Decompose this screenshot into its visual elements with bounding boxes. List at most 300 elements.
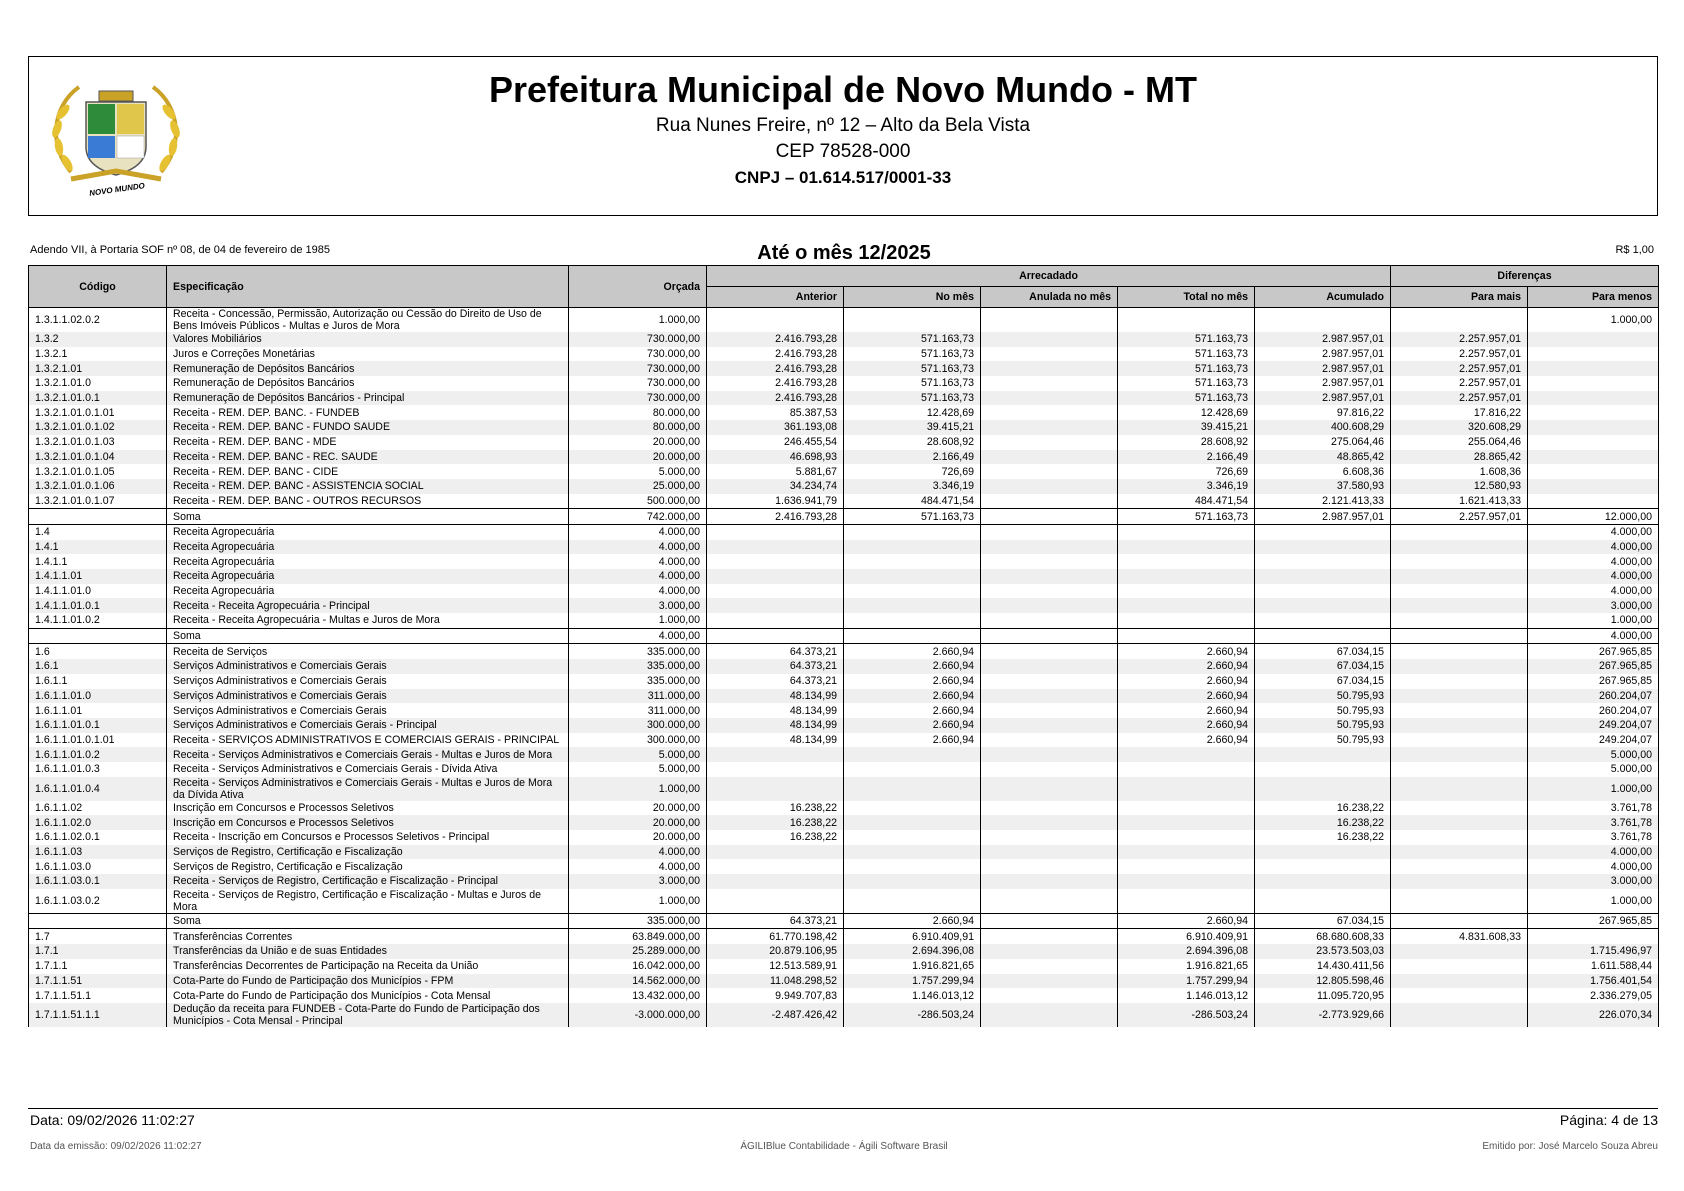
cell-total: 2.166,49 <box>1118 450 1255 465</box>
cell-codigo: 1.6.1 <box>29 659 167 674</box>
cell-codigo: 1.7.1.1.51.1.1 <box>29 1003 167 1027</box>
cell-total <box>1118 524 1255 539</box>
cell-orcada: 20.000,00 <box>569 830 707 845</box>
sum-row <box>29 913 1659 929</box>
cell-anulada <box>981 959 1118 974</box>
emission-bar <box>30 1141 1658 1152</box>
cell-anterior: 2.416.793,28 <box>707 391 844 406</box>
cell-orcada: 1.000,00 <box>569 308 707 333</box>
cell-total: 2.660,94 <box>1118 674 1255 689</box>
cell-para-mais <box>1391 584 1528 599</box>
table-row <box>29 613 1659 628</box>
cell-codigo: 1.4 <box>29 524 167 539</box>
cell-especificacao: Receita - Concessão, Permissão, Autorização ou Cessão do Direito de Uso de Bens Imóveis Públicos - Multas e Juros de Mora <box>167 308 569 333</box>
cell-orcada: 4.000,00 <box>569 584 707 599</box>
cell-para-menos <box>1528 405 1659 420</box>
cell-no-mes: 3.346,19 <box>844 479 981 494</box>
cell-codigo: 1.4.1.1.01.0 <box>29 584 167 599</box>
cell-codigo: 1.3.2.1 <box>29 347 167 362</box>
table-row <box>29 959 1659 974</box>
cell-anterior: 48.134,99 <box>707 733 844 748</box>
cell-para-mais <box>1391 845 1528 860</box>
cell-orcada: 1.000,00 <box>569 777 707 801</box>
cell-especificacao: Receita - Inscrição em Concursos e Processos Seletivos - Principal <box>167 830 569 845</box>
cell-para-menos <box>1528 494 1659 509</box>
cell-acumulado: 67.034,15 <box>1255 644 1391 659</box>
cell-acumulado <box>1255 874 1391 889</box>
cell-para-menos: 267.965,85 <box>1528 913 1659 929</box>
cell-acumulado <box>1255 889 1391 914</box>
cell-para-menos <box>1528 332 1659 347</box>
sum-row <box>29 509 1659 525</box>
table-row <box>29 1003 1659 1027</box>
cell-anulada <box>981 674 1118 689</box>
table-row <box>29 479 1659 494</box>
table-row <box>29 569 1659 584</box>
cell-orcada: 4.000,00 <box>569 540 707 555</box>
cell-acumulado: -2.773.929,66 <box>1255 1003 1391 1027</box>
cell-total <box>1118 598 1255 613</box>
cell-especificacao: Serviços Administrativos e Comerciais Gerais <box>167 689 569 704</box>
cell-para-mais <box>1391 944 1528 959</box>
table-row <box>29 598 1659 613</box>
cell-codigo: 1.4.1.1.01.0.2 <box>29 613 167 628</box>
cell-anterior <box>707 747 844 762</box>
cell-anterior <box>707 889 844 914</box>
cell-acumulado: 50.795,93 <box>1255 733 1391 748</box>
table-row <box>29 974 1659 989</box>
cell-anterior <box>707 308 844 333</box>
cell-anterior <box>707 554 844 569</box>
cell-acumulado: 23.573.503,03 <box>1255 944 1391 959</box>
cell-para-mais <box>1391 777 1528 801</box>
cell-no-mes: 2.660,94 <box>844 733 981 748</box>
cell-codigo: 1.6.1.1.03 <box>29 845 167 860</box>
table-row <box>29 347 1659 362</box>
table-row <box>29 889 1659 914</box>
cell-total: 2.660,94 <box>1118 689 1255 704</box>
cell-para-menos: 5.000,00 <box>1528 747 1659 762</box>
table-row <box>29 391 1659 406</box>
cell-anterior: 1.636.941,79 <box>707 494 844 509</box>
cell-especificacao: Transferências Decorrentes de Participação na Receita da União <box>167 959 569 974</box>
cell-anulada <box>981 929 1118 944</box>
cell-para-menos: 3.000,00 <box>1528 874 1659 889</box>
cell-no-mes: 571.163,73 <box>844 347 981 362</box>
cell-especificacao: Receita Agropecuária <box>167 584 569 599</box>
cell-para-menos: 249.204,07 <box>1528 718 1659 733</box>
cell-anulada <box>981 689 1118 704</box>
cell-codigo: 1.6 <box>29 644 167 659</box>
cell-anulada <box>981 718 1118 733</box>
cell-codigo: 1.6.1.1.01 <box>29 703 167 718</box>
cell-total <box>1118 584 1255 599</box>
cell-codigo: 1.3.2.1.01.0.1.03 <box>29 435 167 450</box>
cell-codigo: 1.6.1.1.01.0.3 <box>29 762 167 777</box>
cell-para-mais <box>1391 703 1528 718</box>
cell-anterior: 5.881,67 <box>707 464 844 479</box>
cell-acumulado: 97.816,22 <box>1255 405 1391 420</box>
cell-anterior: 2.416.793,28 <box>707 509 844 525</box>
cell-no-mes <box>844 613 981 628</box>
cell-para-mais <box>1391 524 1528 539</box>
cell-especificacao: Serviços Administrativos e Comerciais Gerais - Principal <box>167 718 569 733</box>
cell-para-menos: 226.070,34 <box>1528 1003 1659 1027</box>
cell-anulada <box>981 598 1118 613</box>
cell-acumulado <box>1255 540 1391 555</box>
table-row <box>29 815 1659 830</box>
cell-especificacao: Remuneração de Depósitos Bancários - Principal <box>167 391 569 406</box>
table-row <box>29 308 1659 333</box>
header-especificacao: Especificação <box>167 266 569 308</box>
cell-total: 2.660,94 <box>1118 659 1255 674</box>
cell-codigo: 1.3.2.1.01.0.1.05 <box>29 464 167 479</box>
table-row <box>29 845 1659 860</box>
cell-para-mais: 2.257.957,01 <box>1391 361 1528 376</box>
cell-total: 2.660,94 <box>1118 644 1255 659</box>
cell-para-menos: 267.965,85 <box>1528 659 1659 674</box>
cell-orcada: 63.849.000,00 <box>569 929 707 944</box>
cell-total <box>1118 540 1255 555</box>
cell-no-mes: 1.757.299,94 <box>844 974 981 989</box>
cell-para-menos: 260.204,07 <box>1528 703 1659 718</box>
cell-codigo: 1.7.1.1 <box>29 959 167 974</box>
cell-orcada: 311.000,00 <box>569 703 707 718</box>
cell-orcada: 20.000,00 <box>569 435 707 450</box>
cell-no-mes: 2.166,49 <box>844 450 981 465</box>
cell-anulada <box>981 703 1118 718</box>
cell-anterior: 16.238,22 <box>707 815 844 830</box>
table-row <box>29 762 1659 777</box>
cell-especificacao: Serviços de Registro, Certificação e Fiscalização <box>167 859 569 874</box>
cell-especificacao: Receita - REM. DEP. BANC - ASSISTENCIA SOCIAL <box>167 479 569 494</box>
cell-codigo: 1.6.1.1.02.0 <box>29 815 167 830</box>
cell-para-mais <box>1391 718 1528 733</box>
report-header <box>28 56 1658 216</box>
emission-date: Data da emissão: 09/02/2026 11:02:27 <box>30 1141 202 1152</box>
cell-total: 571.163,73 <box>1118 361 1255 376</box>
cell-anulada <box>981 435 1118 450</box>
cell-especificacao: Cota-Parte do Fundo de Participação dos Municípios - FPM <box>167 974 569 989</box>
cell-anulada <box>981 913 1118 929</box>
cell-orcada: 300.000,00 <box>569 733 707 748</box>
cell-para-menos: 4.000,00 <box>1528 628 1659 644</box>
cell-especificacao: Serviços Administrativos e Comerciais Gerais <box>167 659 569 674</box>
cell-anulada <box>981 405 1118 420</box>
cell-especificacao: Serviços Administrativos e Comerciais Gerais <box>167 674 569 689</box>
report-subheader <box>30 240 1658 266</box>
cell-acumulado: 400.608,29 <box>1255 420 1391 435</box>
cell-orcada: 16.042.000,00 <box>569 959 707 974</box>
header-anterior: Anterior <box>707 287 844 308</box>
cell-anterior: 34.234,74 <box>707 479 844 494</box>
cell-para-menos: 2.336.279,05 <box>1528 988 1659 1003</box>
cell-anulada <box>981 361 1118 376</box>
cell-anterior: 16.238,22 <box>707 830 844 845</box>
cell-para-menos <box>1528 464 1659 479</box>
cell-total: 1.916.821,65 <box>1118 959 1255 974</box>
cell-para-mais <box>1391 540 1528 555</box>
cell-codigo: 1.4.1.1 <box>29 554 167 569</box>
cell-anulada <box>981 464 1118 479</box>
cell-codigo: 1.3.2.1.01.0.1.04 <box>29 450 167 465</box>
cell-para-mais: 28.865,42 <box>1391 450 1528 465</box>
cell-para-mais: 2.257.957,01 <box>1391 376 1528 391</box>
cell-total: 2.660,94 <box>1118 703 1255 718</box>
cell-total <box>1118 859 1255 874</box>
header-para-menos: Para menos <box>1528 287 1659 308</box>
cell-para-menos: 267.965,85 <box>1528 674 1659 689</box>
cell-para-mais: 255.064,46 <box>1391 435 1528 450</box>
cell-especificacao: Receita de Serviços <box>167 644 569 659</box>
table-row <box>29 435 1659 450</box>
cell-especificacao: Receita - Serviços Administrativos e Comerciais Gerais - Multas e Juros de Mora da Dívida Ativa <box>167 777 569 801</box>
cell-para-mais <box>1391 959 1528 974</box>
cell-no-mes: 484.471,54 <box>844 494 981 509</box>
cell-no-mes: -286.503,24 <box>844 1003 981 1027</box>
cell-anterior: 12.513.589,91 <box>707 959 844 974</box>
cell-codigo: 1.6.1.1 <box>29 674 167 689</box>
cell-total: 28.608,92 <box>1118 435 1255 450</box>
cell-anulada <box>981 830 1118 845</box>
header-diferencas: Diferenças <box>1391 266 1659 287</box>
cell-anterior: 246.455,54 <box>707 435 844 450</box>
cell-no-mes <box>844 859 981 874</box>
footer-date: Data: 09/02/2026 11:02:27 <box>30 1112 195 1128</box>
cell-anterior: 46.698,93 <box>707 450 844 465</box>
cell-especificacao: Soma <box>167 509 569 525</box>
cell-no-mes: 2.660,94 <box>844 718 981 733</box>
cell-para-mais <box>1391 762 1528 777</box>
cell-acumulado <box>1255 569 1391 584</box>
cell-acumulado: 6.608,36 <box>1255 464 1391 479</box>
cell-orcada: -3.000.000,00 <box>569 1003 707 1027</box>
table-row <box>29 584 1659 599</box>
address: Rua Nunes Freire, nº 12 – Alto da Bela Vista <box>655 115 1031 136</box>
cell-para-mais <box>1391 613 1528 628</box>
cell-codigo: 1.7 <box>29 929 167 944</box>
cell-no-mes: 1.916.821,65 <box>844 959 981 974</box>
cell-codigo: 1.3.2.1.01.0.1.02 <box>29 420 167 435</box>
cell-especificacao: Soma <box>167 628 569 644</box>
cell-anterior: 2.416.793,28 <box>707 347 844 362</box>
cell-anulada <box>981 347 1118 362</box>
cell-anulada <box>981 988 1118 1003</box>
cell-no-mes <box>844 874 981 889</box>
cell-anulada <box>981 479 1118 494</box>
cell-no-mes: 2.660,94 <box>844 689 981 704</box>
cell-no-mes: 571.163,73 <box>844 376 981 391</box>
cell-acumulado: 50.795,93 <box>1255 689 1391 704</box>
cell-especificacao: Inscrição em Concursos e Processos Seletivos <box>167 801 569 816</box>
cell-orcada: 20.000,00 <box>569 801 707 816</box>
table-row <box>29 361 1659 376</box>
cell-para-mais <box>1391 747 1528 762</box>
cell-no-mes: 28.608,92 <box>844 435 981 450</box>
report-title: Prefeitura Municipal de Novo Mundo - MT <box>488 69 1197 110</box>
cell-acumulado: 275.064,46 <box>1255 435 1391 450</box>
cell-anulada <box>981 376 1118 391</box>
cell-anterior <box>707 762 844 777</box>
cell-especificacao: Soma <box>167 913 569 929</box>
issuer: Emitido por: José Marcelo Souza Abreu <box>1482 1141 1658 1152</box>
cell-orcada: 300.000,00 <box>569 718 707 733</box>
cell-para-menos <box>1528 361 1659 376</box>
header-codigo: Código <box>29 266 167 308</box>
cell-orcada: 13.432.000,00 <box>569 988 707 1003</box>
cell-para-menos: 3.761,78 <box>1528 815 1659 830</box>
cell-codigo: 1.6.1.1.01.0 <box>29 689 167 704</box>
cell-anterior: 48.134,99 <box>707 718 844 733</box>
cell-total: 571.163,73 <box>1118 347 1255 362</box>
cell-para-menos: 12.000,00 <box>1528 509 1659 525</box>
cell-especificacao: Inscrição em Concursos e Processos Seletivos <box>167 815 569 830</box>
cell-especificacao: Receita - Receita Agropecuária - Principal <box>167 598 569 613</box>
cell-acumulado: 67.034,15 <box>1255 674 1391 689</box>
cell-no-mes: 2.660,94 <box>844 703 981 718</box>
cell-orcada: 1.000,00 <box>569 889 707 914</box>
cell-para-mais <box>1391 830 1528 845</box>
cell-acumulado: 50.795,93 <box>1255 718 1391 733</box>
cell-no-mes: 571.163,73 <box>844 509 981 525</box>
table-row <box>29 659 1659 674</box>
cell-especificacao: Receita - Serviços Administrativos e Comerciais Gerais - Dívida Ativa <box>167 762 569 777</box>
cell-codigo: 1.3.1.1.02.0.2 <box>29 308 167 333</box>
cell-para-menos <box>1528 376 1659 391</box>
cell-para-menos: 1.000,00 <box>1528 308 1659 333</box>
cell-codigo: 1.4.1.1.01 <box>29 569 167 584</box>
cell-no-mes <box>844 889 981 914</box>
cell-para-mais <box>1391 569 1528 584</box>
cell-para-menos: 4.000,00 <box>1528 584 1659 599</box>
cell-no-mes: 726,69 <box>844 464 981 479</box>
cell-codigo: 1.3.2 <box>29 332 167 347</box>
cell-codigo <box>29 913 167 929</box>
cell-no-mes <box>844 584 981 599</box>
cell-acumulado <box>1255 613 1391 628</box>
cell-para-mais <box>1391 598 1528 613</box>
cell-no-mes: 12.428,69 <box>844 405 981 420</box>
cell-no-mes: 571.163,73 <box>844 361 981 376</box>
cell-anterior: 64.373,21 <box>707 913 844 929</box>
cell-especificacao: Receita Agropecuária <box>167 554 569 569</box>
cell-anulada <box>981 733 1118 748</box>
cell-codigo: 1.7.1.1.51 <box>29 974 167 989</box>
cell-acumulado: 2.987.957,01 <box>1255 376 1391 391</box>
cell-total <box>1118 308 1255 333</box>
cell-anterior: 9.949.707,83 <box>707 988 844 1003</box>
cell-orcada: 4.000,00 <box>569 554 707 569</box>
cell-anulada <box>981 815 1118 830</box>
cell-anulada <box>981 554 1118 569</box>
cell-total: 1.146.013,12 <box>1118 988 1255 1003</box>
cell-para-menos: 1.611.588,44 <box>1528 959 1659 974</box>
table-row <box>29 540 1659 555</box>
cell-orcada: 4.000,00 <box>569 845 707 860</box>
cell-codigo: 1.4.1.1.01.0.1 <box>29 598 167 613</box>
cell-acumulado <box>1255 628 1391 644</box>
cell-para-mais <box>1391 801 1528 816</box>
cnpj: CNPJ – 01.614.517/0001-33 <box>734 168 952 187</box>
cell-codigo: 1.3.2.1.01.0.1.01 <box>29 405 167 420</box>
cell-especificacao: Transferências da União e de suas Entidades <box>167 944 569 959</box>
cell-para-menos: 3.761,78 <box>1528 801 1659 816</box>
cell-no-mes <box>844 830 981 845</box>
cell-no-mes: 6.910.409,91 <box>844 929 981 944</box>
cell-anulada <box>981 859 1118 874</box>
cell-anterior: 2.416.793,28 <box>707 332 844 347</box>
cell-para-mais: 17.816,22 <box>1391 405 1528 420</box>
cell-total: 2.694.396,08 <box>1118 944 1255 959</box>
cell-orcada: 14.562.000,00 <box>569 974 707 989</box>
cell-total: 39.415,21 <box>1118 420 1255 435</box>
cell-acumulado: 16.238,22 <box>1255 815 1391 830</box>
cell-no-mes: 39.415,21 <box>844 420 981 435</box>
cell-acumulado <box>1255 747 1391 762</box>
cell-codigo: 1.4.1 <box>29 540 167 555</box>
cell-orcada: 335.000,00 <box>569 913 707 929</box>
cell-total <box>1118 889 1255 914</box>
cell-anterior <box>707 777 844 801</box>
table-row <box>29 929 1659 944</box>
cell-anulada <box>981 509 1118 525</box>
cell-anulada <box>981 524 1118 539</box>
table-row <box>29 644 1659 659</box>
cell-acumulado <box>1255 308 1391 333</box>
cell-anulada <box>981 762 1118 777</box>
cell-anterior <box>707 859 844 874</box>
software-credit: ÁGILIBlue Contabilidade - Ágili Software Brasil <box>740 1141 948 1152</box>
cell-anterior: 11.048.298,52 <box>707 974 844 989</box>
header-total: Total no mês <box>1118 287 1255 308</box>
cell-acumulado <box>1255 524 1391 539</box>
cell-para-menos: 4.000,00 <box>1528 569 1659 584</box>
cell-especificacao: Valores Mobiliários <box>167 332 569 347</box>
cell-total <box>1118 613 1255 628</box>
cell-acumulado <box>1255 762 1391 777</box>
cell-acumulado: 67.034,15 <box>1255 913 1391 929</box>
cell-total: 3.346,19 <box>1118 479 1255 494</box>
cell-orcada: 730.000,00 <box>569 376 707 391</box>
cell-anterior: 2.416.793,28 <box>707 376 844 391</box>
cell-para-menos: 4.000,00 <box>1528 524 1659 539</box>
cell-anterior: -2.487.426,42 <box>707 1003 844 1027</box>
cell-especificacao: Receita - Serviços Administrativos e Comerciais Gerais - Multas e Juros de Mora <box>167 747 569 762</box>
header-arrecadado: Arrecadado <box>707 266 1391 287</box>
cell-anulada <box>981 659 1118 674</box>
cell-para-mais <box>1391 874 1528 889</box>
cell-para-menos: 1.715.496,97 <box>1528 944 1659 959</box>
cell-anulada <box>981 889 1118 914</box>
page-number: Página: 4 de 13 <box>1559 1112 1658 1128</box>
cell-orcada: 4.000,00 <box>569 628 707 644</box>
cell-anterior: 20.879.106,95 <box>707 944 844 959</box>
cell-codigo: 1.3.2.1.01.0 <box>29 376 167 391</box>
cell-para-mais: 12.580,93 <box>1391 479 1528 494</box>
cell-codigo: 1.6.1.1.01.0.2 <box>29 747 167 762</box>
cell-total <box>1118 569 1255 584</box>
table-row <box>29 874 1659 889</box>
cell-acumulado: 2.987.957,01 <box>1255 509 1391 525</box>
cell-acumulado: 11.095.720,95 <box>1255 988 1391 1003</box>
cell-especificacao: Receita Agropecuária <box>167 540 569 555</box>
cell-anterior: 64.373,21 <box>707 674 844 689</box>
cell-anterior: 2.416.793,28 <box>707 361 844 376</box>
cell-especificacao: Receita - Serviços de Registro, Certificação e Fiscalização - Multas e Juros de Mora <box>167 889 569 914</box>
cell-para-mais: 2.257.957,01 <box>1391 509 1528 525</box>
cell-total: 484.471,54 <box>1118 494 1255 509</box>
cell-orcada: 20.000,00 <box>569 450 707 465</box>
